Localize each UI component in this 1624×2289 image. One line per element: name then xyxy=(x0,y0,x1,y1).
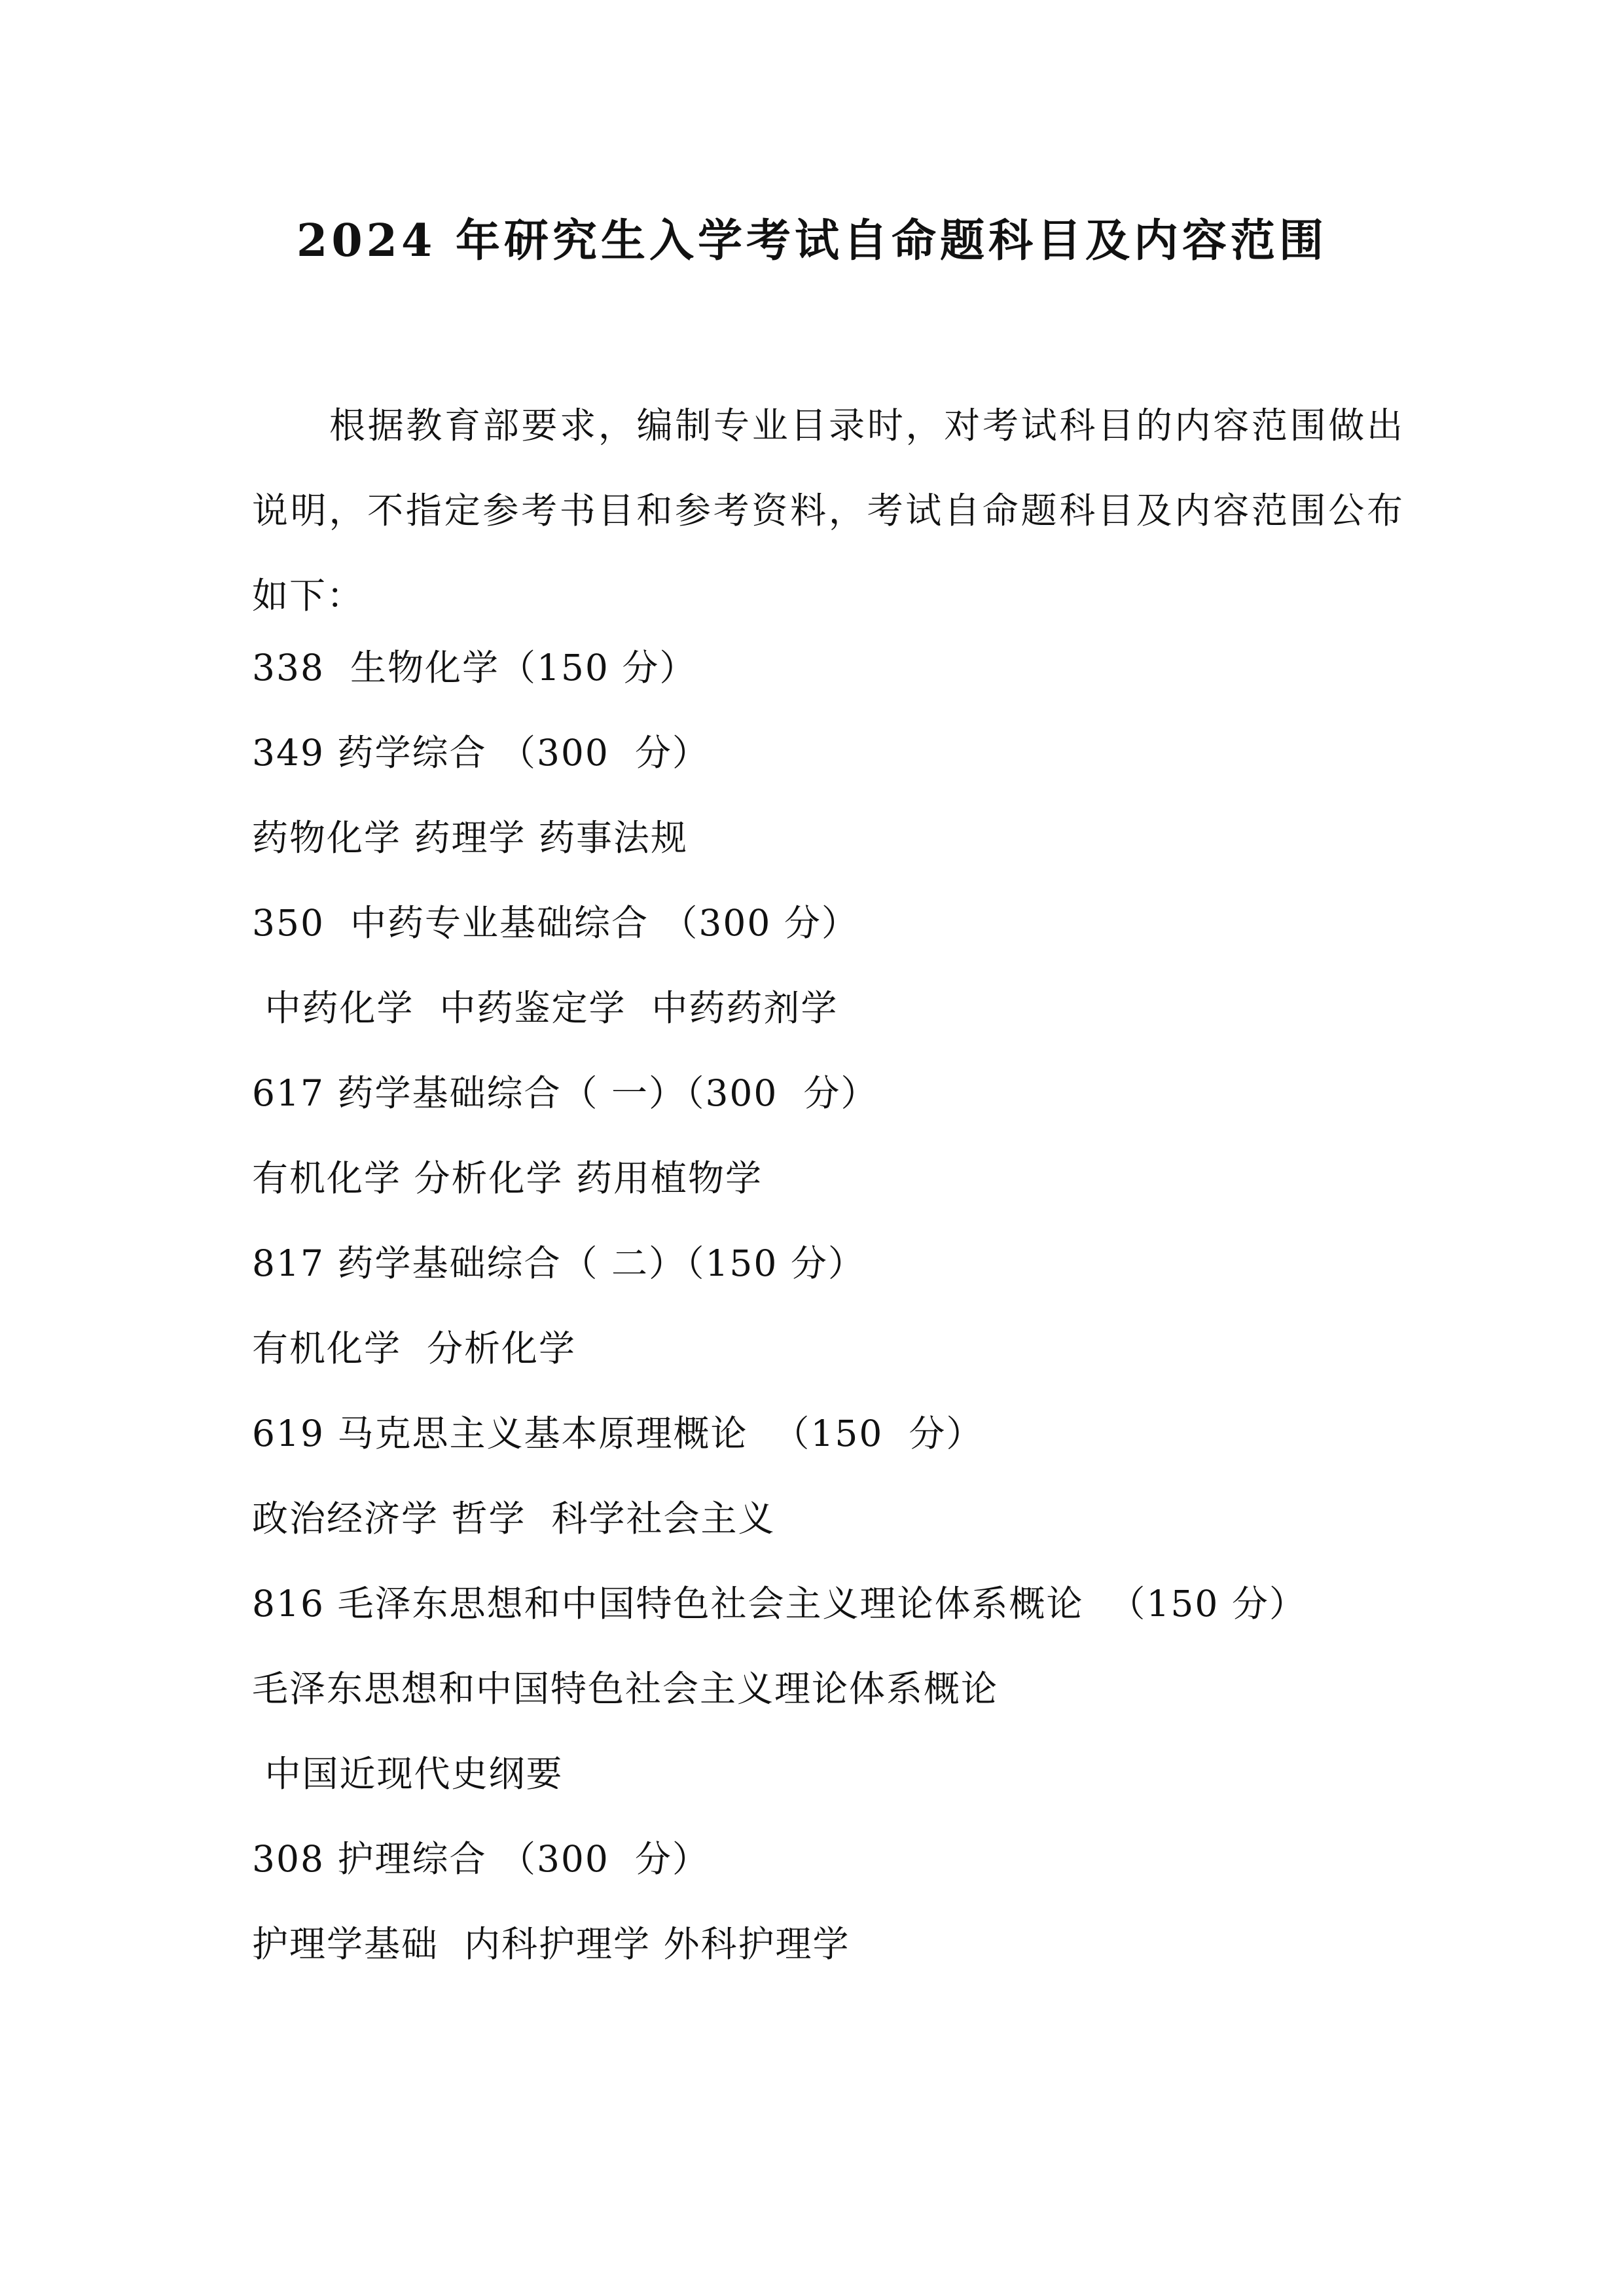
document-title: 2024 年研究生入学考试自命题科目及内容范围 xyxy=(297,215,1327,267)
subject-816-heading: 816 毛泽东思想和中国特色社会主义理论体系概论 （150 分） xyxy=(252,1583,1307,1625)
subject-350-content: 中药化学 中药鉴定学 中药药剂学 xyxy=(252,987,839,1029)
subject-817-content: 有机化学 分析化学 xyxy=(252,1327,576,1369)
subject-349-heading: 349 药学综合 （300 分） xyxy=(252,732,710,774)
subject-308-heading: 308 护理综合 （300 分） xyxy=(252,1838,710,1880)
subject-350-heading: 350 中药专业基础综合 （300 分） xyxy=(252,902,859,944)
subject-816-content-1: 毛泽东思想和中国特色社会主义理论体系概论 xyxy=(252,1668,999,1710)
subject-619-heading: 619 马克思主义基本原理概论 （150 分） xyxy=(252,1413,984,1454)
subject-617-content: 有机化学 分析化学 药用植物学 xyxy=(252,1157,763,1199)
subject-308-content: 护理学基础 内科护理学 外科护理学 xyxy=(252,1923,850,1965)
subject-817-heading: 817 药学基础综合（ 二）（150 分） xyxy=(252,1242,865,1284)
subject-816-content-2: 中国近现代史纲要 xyxy=(252,1753,564,1795)
subject-617-heading: 617 药学基础综合（ 一）（300 分） xyxy=(252,1072,878,1114)
intro-paragraph: 根据教育部要求，编制专业目录时，对考试科目的内容范围做出说明，不指定参考书目和参考资料，考试自命题科目及内容范围公布如下： xyxy=(252,405,1404,617)
subject-619-content: 政治经济学 哲学 科学社会主义 xyxy=(252,1498,776,1540)
subject-349-content: 药物化学 药理学 药事法规 xyxy=(252,817,688,859)
subject-338-heading: 338 生物化学（150 分） xyxy=(252,647,697,689)
